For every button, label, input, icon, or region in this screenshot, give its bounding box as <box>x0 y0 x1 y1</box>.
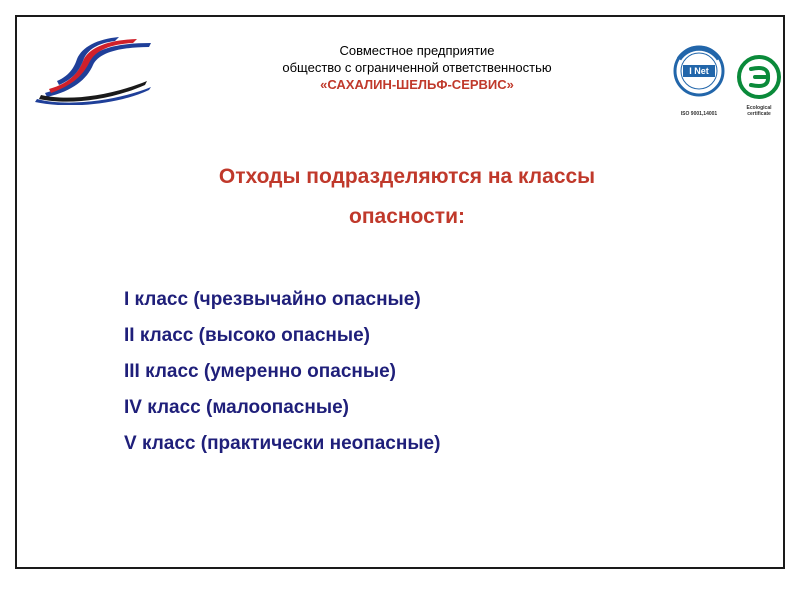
list-item: I класс (чрезвычайно опасные) <box>124 289 421 310</box>
header-line-joint-venture: Совместное предприятие <box>339 43 495 58</box>
slide <box>15 15 785 569</box>
slide-title <box>77 157 737 237</box>
svg-text:I Net: I Net <box>689 66 709 76</box>
iso-caption: ISO 9001,14001 <box>680 111 718 117</box>
hazard-classes-list <box>124 282 440 462</box>
ecological-certificate-icon <box>737 55 781 99</box>
title-line-1: Отходы подразделяются на классы <box>218 165 596 188</box>
company-logo <box>27 35 157 105</box>
company-name: «САХАЛИН-ШЕЛЬФ-СЕРВИС» <box>320 77 514 92</box>
list-item: V класс (практически неопасные) <box>124 433 441 454</box>
list-item: III класс (умеренно опасные) <box>124 361 396 382</box>
list-item: II класс (высоко опасные) <box>124 325 370 346</box>
header-line-llc: общество с ограниченной ответственностью <box>282 60 552 75</box>
list-item: IV класс (малоопасные) <box>124 397 349 418</box>
company-header <box>207 42 627 93</box>
title-line-2: опасности: <box>349 205 465 228</box>
certificates <box>669 41 779 121</box>
eco-caption: Ecological certificate <box>746 105 772 117</box>
